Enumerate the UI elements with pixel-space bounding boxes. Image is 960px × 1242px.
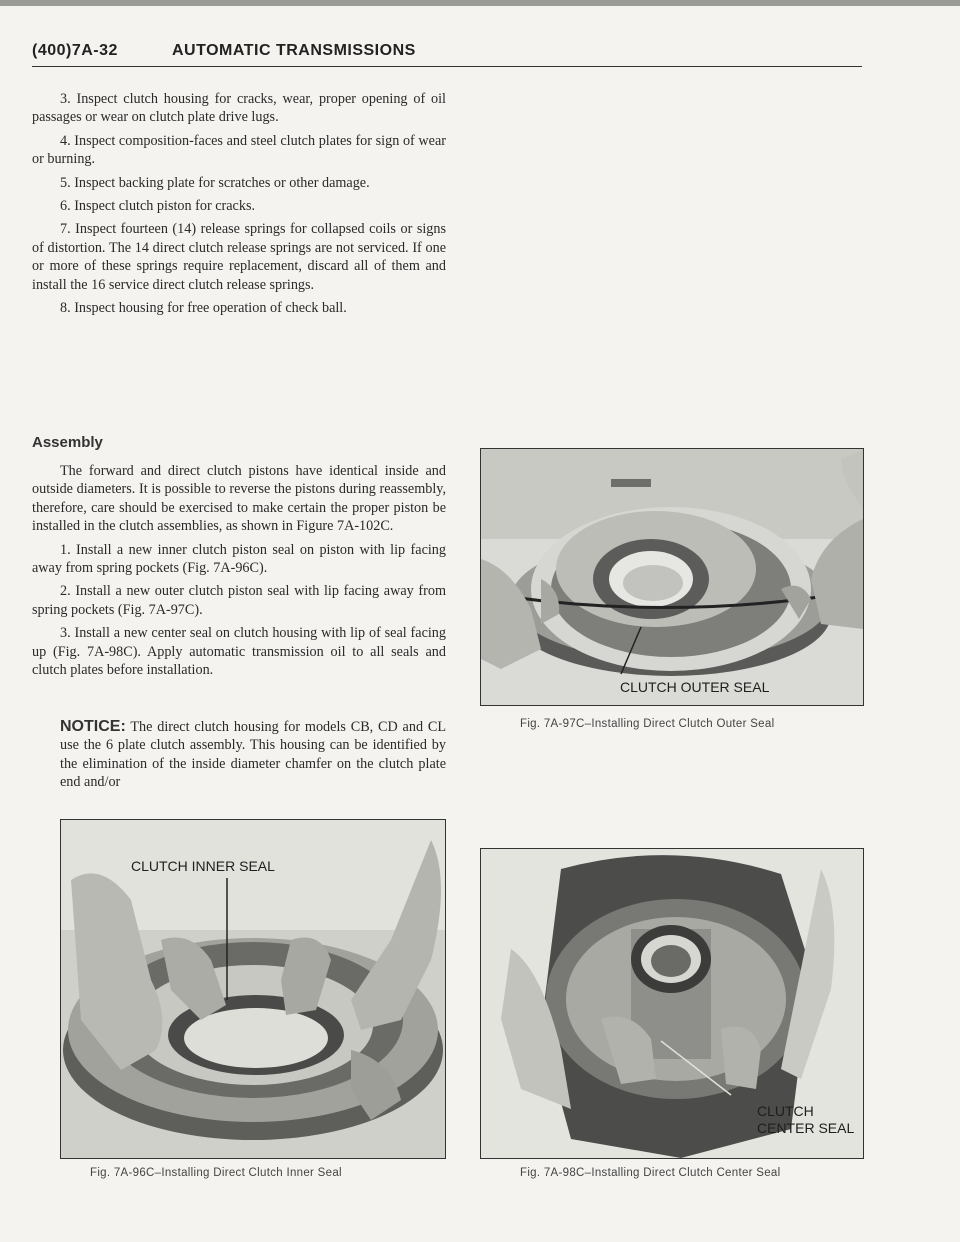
inspection-step: 8. Inspect housing for free operation of check ball. [60, 300, 347, 317]
figure-outer-seal-photo [480, 448, 864, 706]
figure-caption: Fig. 7A-96C–Installing Direct Clutch Inner Seal [90, 1167, 342, 1179]
section-title: AUTOMATIC TRANSMISSIONS [172, 42, 416, 59]
assembly-heading: Assembly [32, 434, 103, 451]
page-code: (400)7A-32 [32, 42, 118, 59]
assembly-intro: The forward and direct clutch pistons have identical inside and outside diameters. It is possible to reverse the pistons during reassembly, therefore, care should be exercised to make certain the proper piston be installed in the clutch assemblies, as shown in Figure 7A-102C. [32, 463, 446, 535]
inspection-steps [32, 90, 446, 317]
inspection-step: 5. Inspect backing plate for scratches or other damage. [60, 174, 370, 191]
assembly-step: 1. Install a new inner clutch piston seal on piston with lip facing away from spring pockets (Fig. 7A-96C). [32, 541, 446, 577]
center-seal-label-line2: CENTER SEAL [757, 1120, 855, 1136]
center-seal-label [757, 1103, 854, 1137]
inspection-step: 3. Inspect clutch housing for cracks, wear, proper opening of oil passages or wear on clutch plate drive lugs. [32, 91, 446, 126]
inner-seal-label: CLUTCH INNER SEAL [131, 858, 275, 874]
notice-label: NOTICE: [60, 718, 126, 735]
notice-block [60, 718, 446, 792]
page-header [32, 40, 862, 67]
figure-caption: Fig. 7A-98C–Installing Direct Clutch Center Seal [520, 1167, 781, 1179]
inspection-step: 4. Inspect composition-faces and steel clutch plates for sign of wear or burning. [32, 132, 446, 168]
inspection-step: 7. Inspect fourteen (14) release springs for collapsed coils or signs of distortion. The 14 direct clutch release springs are not serviced. If one or more of these springs require replacement, discard all of them and install the 16 service direct clutch release springs. [32, 221, 446, 293]
inspection-step: 6. Inspect clutch piston for cracks. [60, 198, 256, 215]
center-seal-label-line1: CLUTCH [757, 1103, 814, 1119]
page-top-border [0, 0, 960, 6]
assembly-step: 2. Install a new outer clutch piston seal with lip facing away from spring pockets (Fig. 7A-97C). [32, 583, 446, 618]
assembly-steps [32, 462, 446, 679]
figure-center-seal-photo [480, 848, 864, 1159]
assembly-step: 3. Install a new center seal on clutch housing with lip of seal facing up (Fig. 7A-98C). Apply automatic transmission oil to all seals and clutch plates before installation. [32, 625, 446, 679]
figure-inner-seal-photo [60, 819, 446, 1159]
figure-caption: Fig. 7A-97C–Installing Direct Clutch Outer Seal [520, 718, 775, 730]
outer-seal-illustration [481, 449, 863, 705]
notice-text: The direct clutch housing for models CB, CD and CL use the 6 plate clutch assembly. This housing can be identified by the elimination of the inside diameter chamfer on the clutch plate end and/or [60, 719, 446, 791]
outer-seal-label: CLUTCH OUTER SEAL [620, 679, 770, 695]
